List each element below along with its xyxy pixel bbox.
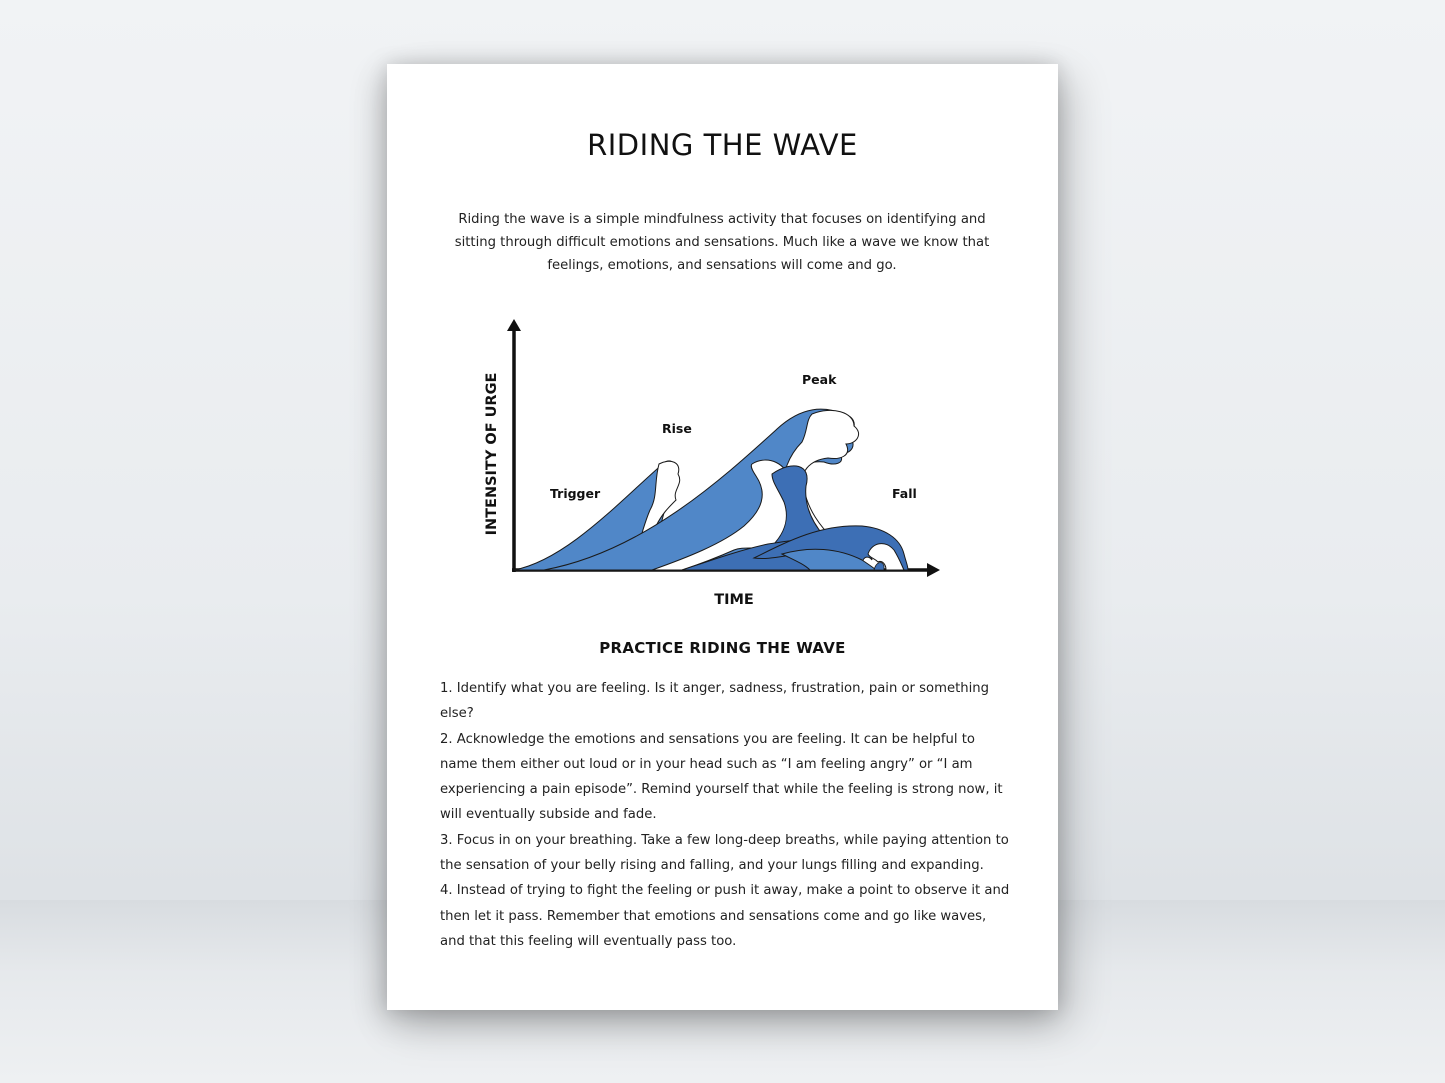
- practice-step: 2. Acknowledge the emotions and sensations you are feeling. It can be helpful to name them either out loud or in your head such as “I am feeling angry” or “I am experiencing a pain episode”. Remind yourself that while the feeling is strong now, it will eventually subside and fade.: [440, 731, 1003, 823]
- document-page: [387, 64, 1058, 1010]
- y-axis-arrow-icon: [507, 319, 521, 331]
- practice-steps: [440, 676, 1012, 954]
- practice-step: 4. Instead of trying to fight the feeling or push it away, make a point to observe it and then let it pass. Remember that emotions and sensations come and go like waves, and that this feeling will eventually pass too.: [440, 883, 1010, 949]
- stage-label-trigger: Trigger: [550, 486, 601, 501]
- practice-heading: PRACTICE RIDING THE WAVE: [599, 639, 846, 657]
- stage-label-peak: Peak: [802, 372, 837, 387]
- y-axis-label: INTENSITY OF URGE: [484, 372, 500, 536]
- practice-step: 1. Identify what you are feeling. Is it anger, sadness, frustration, pain or something else?: [440, 681, 989, 722]
- stage-label-rise: Rise: [662, 421, 692, 436]
- intro-paragraph: Riding the wave is a simple mindfulness activity that focuses on identifying and sitting through difficult emotions and sensations. Much like a wave we know that feelings, emotions, and sensations will come and go.: [454, 212, 990, 273]
- practice-step: 3. Focus in on your breathing. Take a few long-deep breaths, while paying attention to the sensation of your belly rising and falling, and your lungs filling and expanding.: [440, 832, 1009, 874]
- page-title: RIDING THE WAVE: [587, 128, 858, 162]
- x-axis-arrow-icon: [927, 563, 940, 577]
- stage-label-fall: Fall: [892, 486, 917, 501]
- wave-diagram: [472, 314, 952, 614]
- x-axis-label: TIME: [714, 592, 754, 608]
